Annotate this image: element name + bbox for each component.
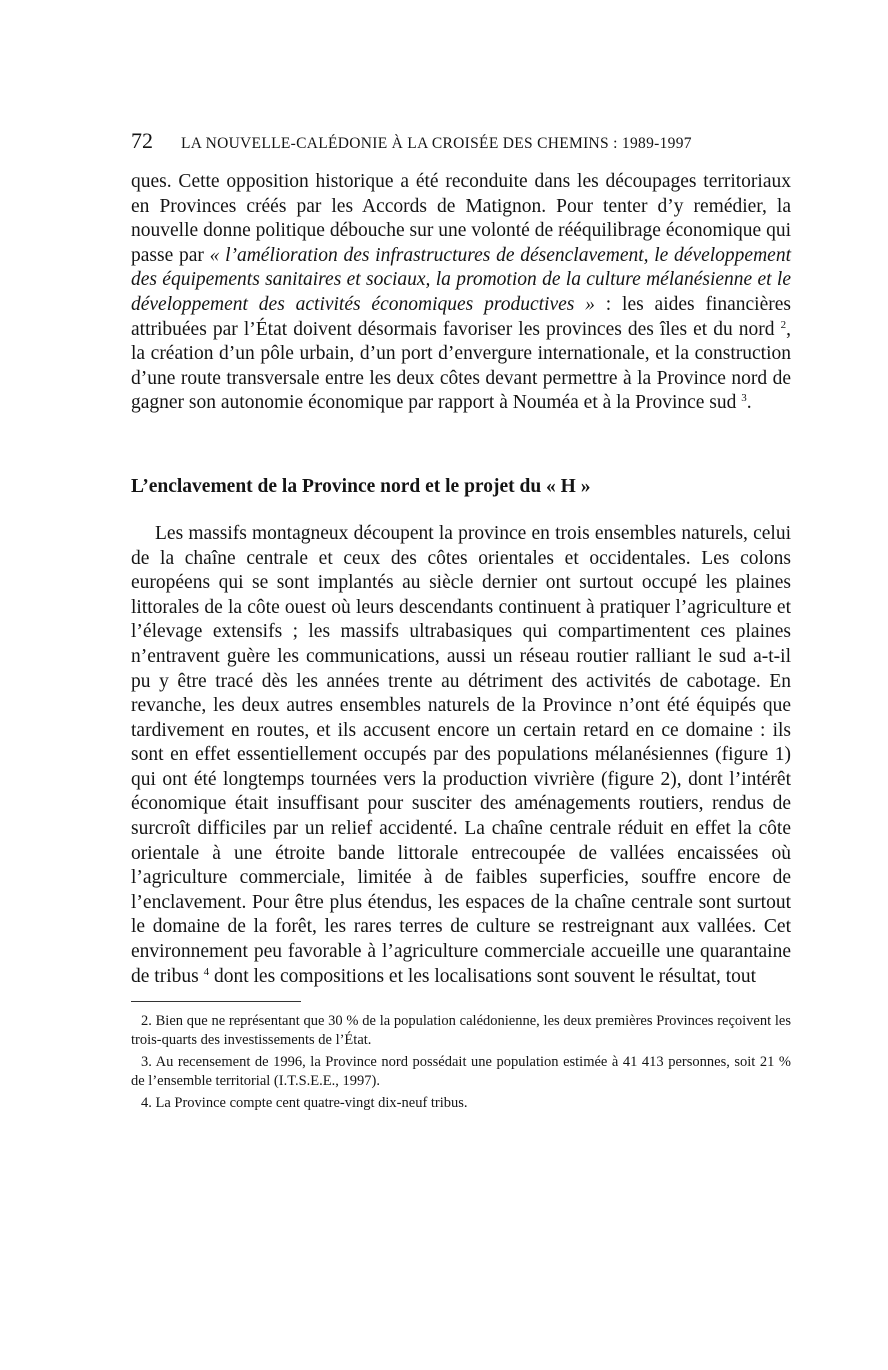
paragraph-text: dont les compositions et les localisations sont souvent le résultat, tout bbox=[209, 965, 757, 987]
running-head: LA NOUVELLE-CALÉDONIE À LA CROISÉE DES CHEMINS : 1989-1997 bbox=[181, 135, 692, 152]
italic-quotation: « l’amélioration des infrastructures de désenclavement, le développement des équipements sanitaires et sociaux, la promotion de la culture mélanésienne et le développement des activités économiques productives » bbox=[131, 244, 791, 315]
footnote-2: 2. Bien que ne représentant que 30 % de la population calédonienne, les deux premières Provinces reçoivent les trois-quarts des investissements de l’État. bbox=[131, 1013, 791, 1049]
paragraph-text: Les massifs montagneux découpent la province en trois ensembles naturels, celui de la chaîne centrale et ceux des côtes orientales et occidentales. Les colons européens qui se sont implantés au siècle dernier ont surtout occupé les plaines littorales de la côte ouest où leurs descendants continuent à pratiquer l’agriculture et l’élevage extensifs ; les massifs ultrabasiques qui compartimentent ces plaines n’entravent guère les communications, aussi un réseau routier ralliant le sud a-t-il pu y être tracé dès les années trente au détriment des activités de cabotage. En revanche, les deux autres ensembles naturels de la Province n’ont été équipés que tardivement en routes, et ils accusent encore un certain retard en ce domaine : ils sont en effet essentiellement occupés par des populations mélanésiennes (figure 1) qui ont été longtemps tournées vers la production vivrière (figure 2), dont l’intérêt économique était insuffisant pour susciter des aménagements routiers, rendus de surcroît difficiles par un relief accidenté. La chaîne centrale réduit en effet la côte orientale à une étroite bande littorale entrecoupée de vallées encaissées où l’agriculture commerciale, limitée à de faibles superficies, souffre encore de l’enclavement. Pour être plus étendus, les espaces de la chaîne centrale sont surtout le domaine de la forêt, les rares terres de culture se restreignant aux vallées. Cet environnement peu favorable à l’agriculture commerciale accueille une quarantaine de tribus bbox=[131, 522, 791, 987]
paragraph-text: . bbox=[746, 392, 752, 414]
footnote-3: 3. Au recensement de 1996, la Province nord possédait une population estimée à 41 413 personnes, soit 21 % de l’ensemble territorial (I.T.S.E.E., 1997). bbox=[131, 1054, 791, 1090]
book-page bbox=[131, 128, 791, 1116]
paragraph-text: : les aides financières attribuées par l’État doivent désormais favoriser les provinces des îles et du nord bbox=[131, 293, 791, 340]
footnote-reference-2[interactable]: 2 bbox=[780, 318, 787, 331]
footnotes bbox=[131, 1012, 791, 1113]
section-heading: L’enclavement de la Province nord et le projet du « H » bbox=[131, 475, 591, 497]
page-header bbox=[131, 128, 791, 160]
footnote-4: 4. La Province compte cent quatre-vingt dix-neuf tribus. bbox=[141, 1095, 468, 1112]
footnote-reference-3[interactable]: 3 bbox=[741, 392, 747, 405]
page-number: 72 bbox=[131, 128, 153, 153]
paragraph-continued bbox=[131, 170, 791, 416]
paragraph-text: , la création d’un pôle urbain, d’un port d’envergure internationale, et la construction d’une route transversale entre les deux côtes devant permettre à la Province nord de gagner son autonomie économique par rapport à Nouméa et à la Province sud bbox=[131, 318, 791, 414]
paragraph bbox=[131, 522, 791, 989]
paragraph-text: ques. Cette opposition historique a été reconduite dans les découpages territoriaux en Provinces créés par les Accords de Matignon. Pour tenter d’y remédier, la nouvelle donne politique débouche sur une volonté de rééquilibrage économique qui passe par bbox=[131, 171, 791, 266]
footnote-separator bbox=[131, 1001, 301, 1002]
footnote-reference-4[interactable]: 4 bbox=[203, 965, 210, 978]
